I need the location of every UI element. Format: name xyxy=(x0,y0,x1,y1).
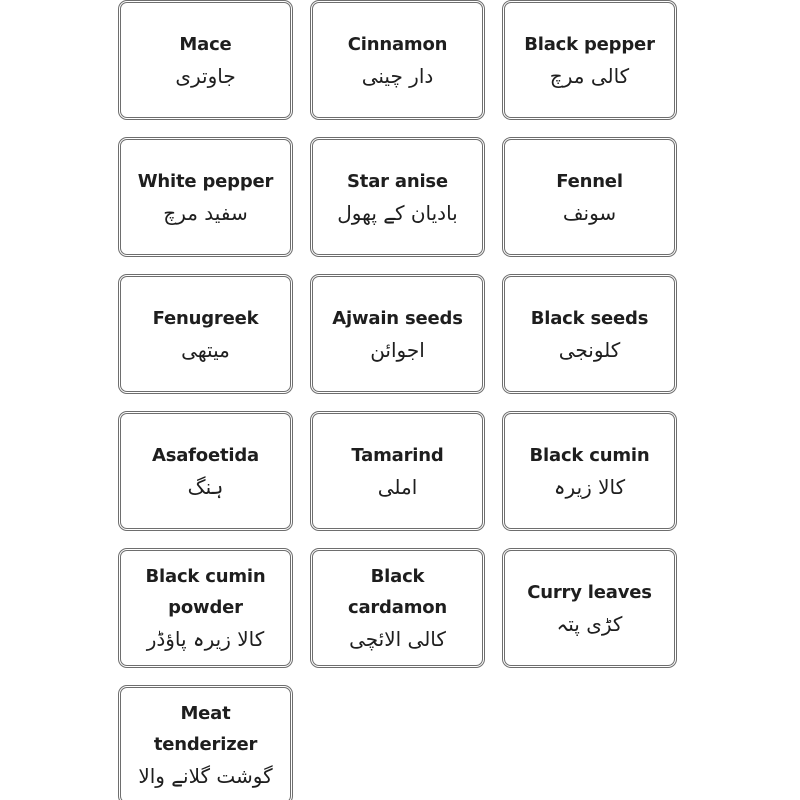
english-name: Fennel xyxy=(556,170,623,192)
spice-card-fenugreek xyxy=(118,274,293,394)
spice-card-black-seeds xyxy=(502,274,677,394)
spice-card-black-cardamon xyxy=(310,548,485,668)
english-name: White pepper xyxy=(137,170,274,192)
spice-card-black-cumin-powder xyxy=(118,548,293,668)
urdu-name: میتھی xyxy=(181,337,230,362)
english-name: Ajwain seeds xyxy=(332,307,463,329)
english-name: Tamarind xyxy=(351,444,444,466)
spice-card-fennel xyxy=(502,137,677,257)
urdu-name: کلونجی xyxy=(558,337,621,362)
urdu-name: ہنگ xyxy=(187,474,224,499)
english-name: Meat tenderizer xyxy=(153,703,258,755)
english-name: Black pepper xyxy=(524,33,655,55)
english-name: Black cardamon xyxy=(347,566,448,618)
english-name: Black seeds xyxy=(530,307,649,329)
english-name: Mace xyxy=(179,33,232,55)
urdu-name: سونف xyxy=(562,200,617,225)
spice-card-cinnamon xyxy=(310,0,485,120)
spice-card-black-pepper xyxy=(502,0,677,120)
spice-card-mace xyxy=(118,0,293,120)
english-name: Fenugreek xyxy=(152,307,259,329)
spice-card-asafoetida xyxy=(118,411,293,531)
urdu-name: سفید مرچ xyxy=(163,200,248,225)
spice-card-tamarind xyxy=(310,411,485,531)
english-name: Cinnamon xyxy=(347,33,448,55)
urdu-name: کالا زیرہ xyxy=(553,474,626,499)
urdu-name: کالی الائچی xyxy=(349,627,446,651)
urdu-name: دار چینی xyxy=(361,63,434,88)
urdu-name: کالی مرچ xyxy=(549,63,630,88)
english-name: Curry leaves xyxy=(527,581,652,603)
english-name: Asafoetida xyxy=(151,444,259,466)
urdu-name: املی xyxy=(377,474,418,499)
urdu-name: جاوتری xyxy=(175,63,236,88)
english-name: Black cumin powder xyxy=(145,566,266,618)
urdu-name: گوشت گلانے والا xyxy=(138,764,273,788)
spice-label-grid xyxy=(118,0,677,800)
urdu-name: کڑی پتہ xyxy=(556,611,623,636)
spice-card-curry-leaves xyxy=(502,548,677,668)
spice-card-black-cumin xyxy=(502,411,677,531)
spice-card-meat-tenderizer xyxy=(118,685,293,800)
urdu-name: کالا زیرہ پاؤڈر xyxy=(146,627,265,651)
spice-card-star-anise xyxy=(310,137,485,257)
urdu-name: اجوائن xyxy=(370,337,425,362)
english-name: Black cumin xyxy=(529,444,650,466)
spice-card-white-pepper xyxy=(118,137,293,257)
english-name: Star anise xyxy=(347,170,448,192)
spice-card-ajwain-seeds xyxy=(310,274,485,394)
urdu-name: بادیان کے پھول xyxy=(337,200,458,225)
